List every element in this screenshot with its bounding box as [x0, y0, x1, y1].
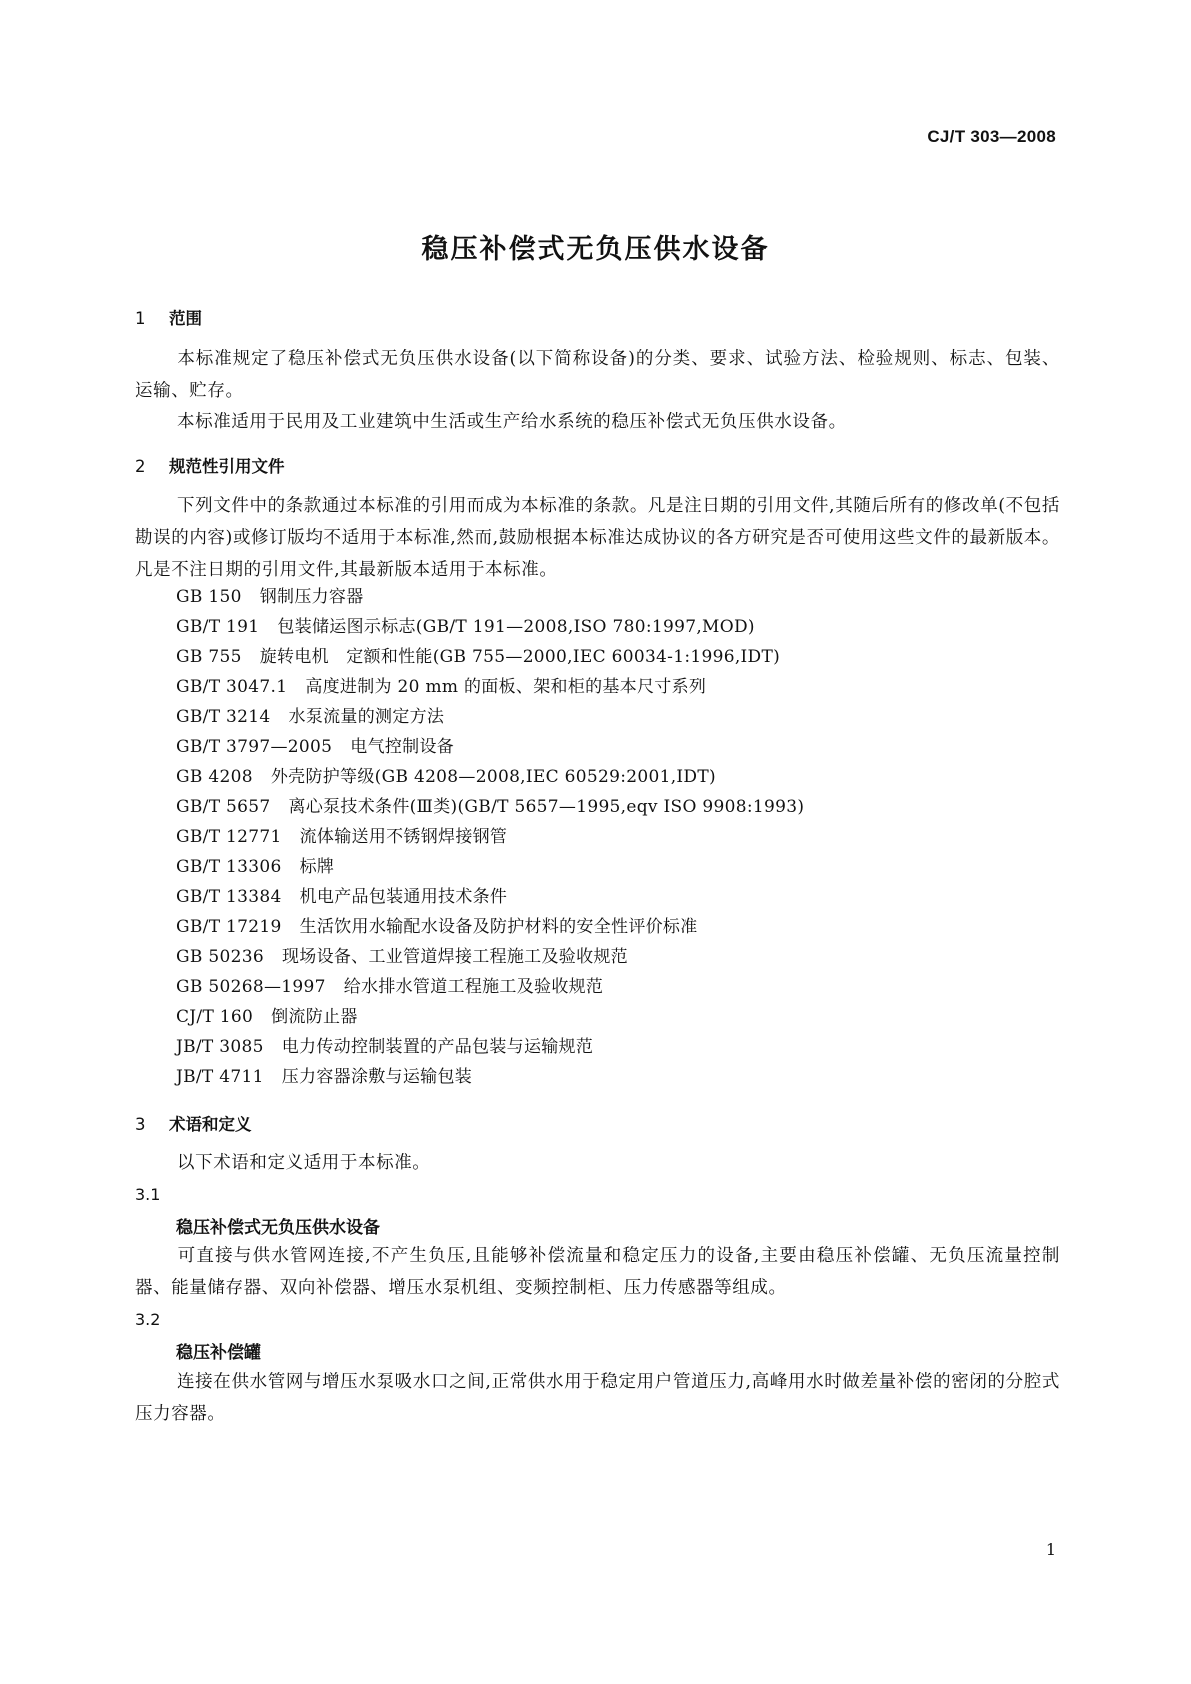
paragraph-text: 可直接与供水管网连接,不产生负压,且能够补偿流量和稳定压力的设备,主要由稳压补偿罐、无负压流量控制器、能量储存器、双向补偿器、增压水泵机组、变频控制柜、压力传感器等组成。	[135, 1246, 1060, 1298]
reference-title: 水泵流量的测定方法	[288, 707, 445, 727]
reference-title: 旋转电机 定额和性能(GB 755—2000,IEC 60034-1:1996,IDT)	[259, 647, 781, 667]
term-name: 稳压补偿罐	[176, 1343, 261, 1363]
section-number: 3	[135, 1115, 146, 1134]
term-definition	[135, 1366, 1060, 1430]
reference-code: GB 755	[176, 647, 242, 667]
reference-title: 包装储运图示标志(GB/T 191—2008,ISO 780:1997,MOD)	[277, 617, 755, 637]
section-1-heading	[135, 305, 202, 329]
reference-code: JB/T 4711	[176, 1067, 264, 1087]
page-number: 1	[1045, 1540, 1056, 1559]
reference-title: 标牌	[299, 857, 335, 877]
reference-code: GB/T 13306	[176, 857, 282, 877]
reference-item	[176, 702, 444, 727]
reference-code: CJ/T 160	[176, 1007, 254, 1027]
reference-item	[176, 672, 706, 697]
section-number: 1	[135, 309, 146, 328]
reference-code: GB/T 3214	[176, 707, 271, 727]
reference-item	[176, 1002, 358, 1027]
reference-code: GB/T 3797—2005	[176, 737, 333, 757]
paragraph-text: 以下术语和定义适用于本标准。	[177, 1153, 431, 1173]
reference-title: 钢制压力容器	[259, 587, 364, 607]
reference-title: 电气控制设备	[350, 737, 455, 757]
reference-title: 压力容器涂敷与运输包装	[281, 1067, 473, 1087]
reference-item	[176, 762, 716, 787]
reference-item	[176, 1032, 593, 1057]
reference-code: GB/T 12771	[176, 827, 282, 847]
reference-code: JB/T 3085	[176, 1037, 264, 1057]
reference-item	[176, 822, 507, 847]
reference-code: GB 50236	[176, 947, 264, 967]
reference-item	[176, 582, 364, 607]
section-title: 规范性引用文件	[169, 457, 285, 476]
paragraph-text: 本标准规定了稳压补偿式无负压供水设备(以下简称设备)的分类、要求、试验方法、检验规则、标志、包装、运输、贮存。	[135, 349, 1060, 401]
section-3-heading	[135, 1111, 252, 1135]
paragraph-text: 下列文件中的条款通过本标准的引用而成为本标准的条款。凡是注日期的引用文件,其随后所有的修改单(不包括勘误的内容)或修订版均不适用于本标准,然而,鼓励根据本标准达成协议的各方研究是否可使用这些文件的最新版本。凡是不注日期的引用文件,其最新版本适用于本标准。	[135, 496, 1060, 580]
reference-item	[176, 612, 755, 637]
reference-item	[176, 942, 628, 967]
reference-code: GB/T 191	[176, 617, 260, 637]
reference-title: 机电产品包装通用技术条件	[299, 887, 508, 907]
reference-title: 倒流防止器	[271, 1007, 358, 1027]
reference-item	[176, 792, 804, 817]
reference-code: GB/T 3047.1	[176, 677, 288, 697]
reference-title: 现场设备、工业管道焊接工程施工及验收规范	[281, 947, 628, 967]
paragraph-text: 本标准适用于民用及工业建筑中生活或生产给水系统的稳压补偿式无负压供水设备。	[177, 412, 847, 432]
section-1-paragraph-1	[135, 343, 1060, 407]
reference-title: 离心泵技术条件(Ⅲ类)(GB/T 5657—1995,eqv ISO 9908:1993)	[288, 797, 805, 817]
reference-item	[176, 1062, 472, 1087]
reference-code: GB 150	[176, 587, 242, 607]
reference-title: 流体输送用不锈钢焊接钢管	[299, 827, 508, 847]
section-title: 范围	[169, 309, 202, 328]
section-1-paragraph-2	[135, 406, 1060, 438]
section-title: 术语和定义	[169, 1115, 252, 1134]
paragraph-text: 连接在供水管网与增压水泵吸水口之间,正常供水用于稳定用户管道压力,高峰用水时做差量补偿的密闭的分腔式压力容器。	[135, 1372, 1060, 1424]
reference-item	[176, 732, 454, 757]
reference-code: GB/T 17219	[176, 917, 282, 937]
reference-code: GB/T 5657	[176, 797, 271, 817]
term-number: 3.1	[135, 1185, 161, 1204]
term-definition	[135, 1240, 1060, 1304]
reference-item	[176, 912, 698, 937]
reference-title: 生活饮用水输配水设备及防护材料的安全性评价标准	[299, 917, 698, 937]
reference-code: GB 4208	[176, 767, 253, 787]
section-number: 2	[135, 457, 146, 476]
reference-title: 高度进制为 20 mm 的面板、架和柜的基本尺寸系列	[305, 677, 707, 697]
document-title: 稳压补偿式无负压供水设备	[421, 234, 770, 265]
reference-title: 给水排水管道工程施工及验收规范	[343, 977, 604, 997]
reference-item	[176, 852, 334, 877]
reference-code: GB/T 13384	[176, 887, 282, 907]
reference-item	[176, 972, 603, 997]
reference-item	[176, 642, 780, 667]
section-3-intro	[135, 1147, 1060, 1179]
standard-code: CJ/T 303—2008	[927, 127, 1056, 146]
reference-title: 外壳防护等级(GB 4208—2008,IEC 60529:2001,IDT)	[270, 767, 716, 787]
term-name: 稳压补偿式无负压供水设备	[176, 1218, 380, 1238]
reference-title: 电力传动控制装置的产品包装与运输规范	[281, 1037, 594, 1057]
reference-item	[176, 882, 507, 907]
section-2-intro	[135, 490, 1060, 586]
reference-code: GB 50268—1997	[176, 977, 326, 997]
section-2-heading	[135, 453, 285, 477]
term-number: 3.2	[135, 1310, 161, 1329]
